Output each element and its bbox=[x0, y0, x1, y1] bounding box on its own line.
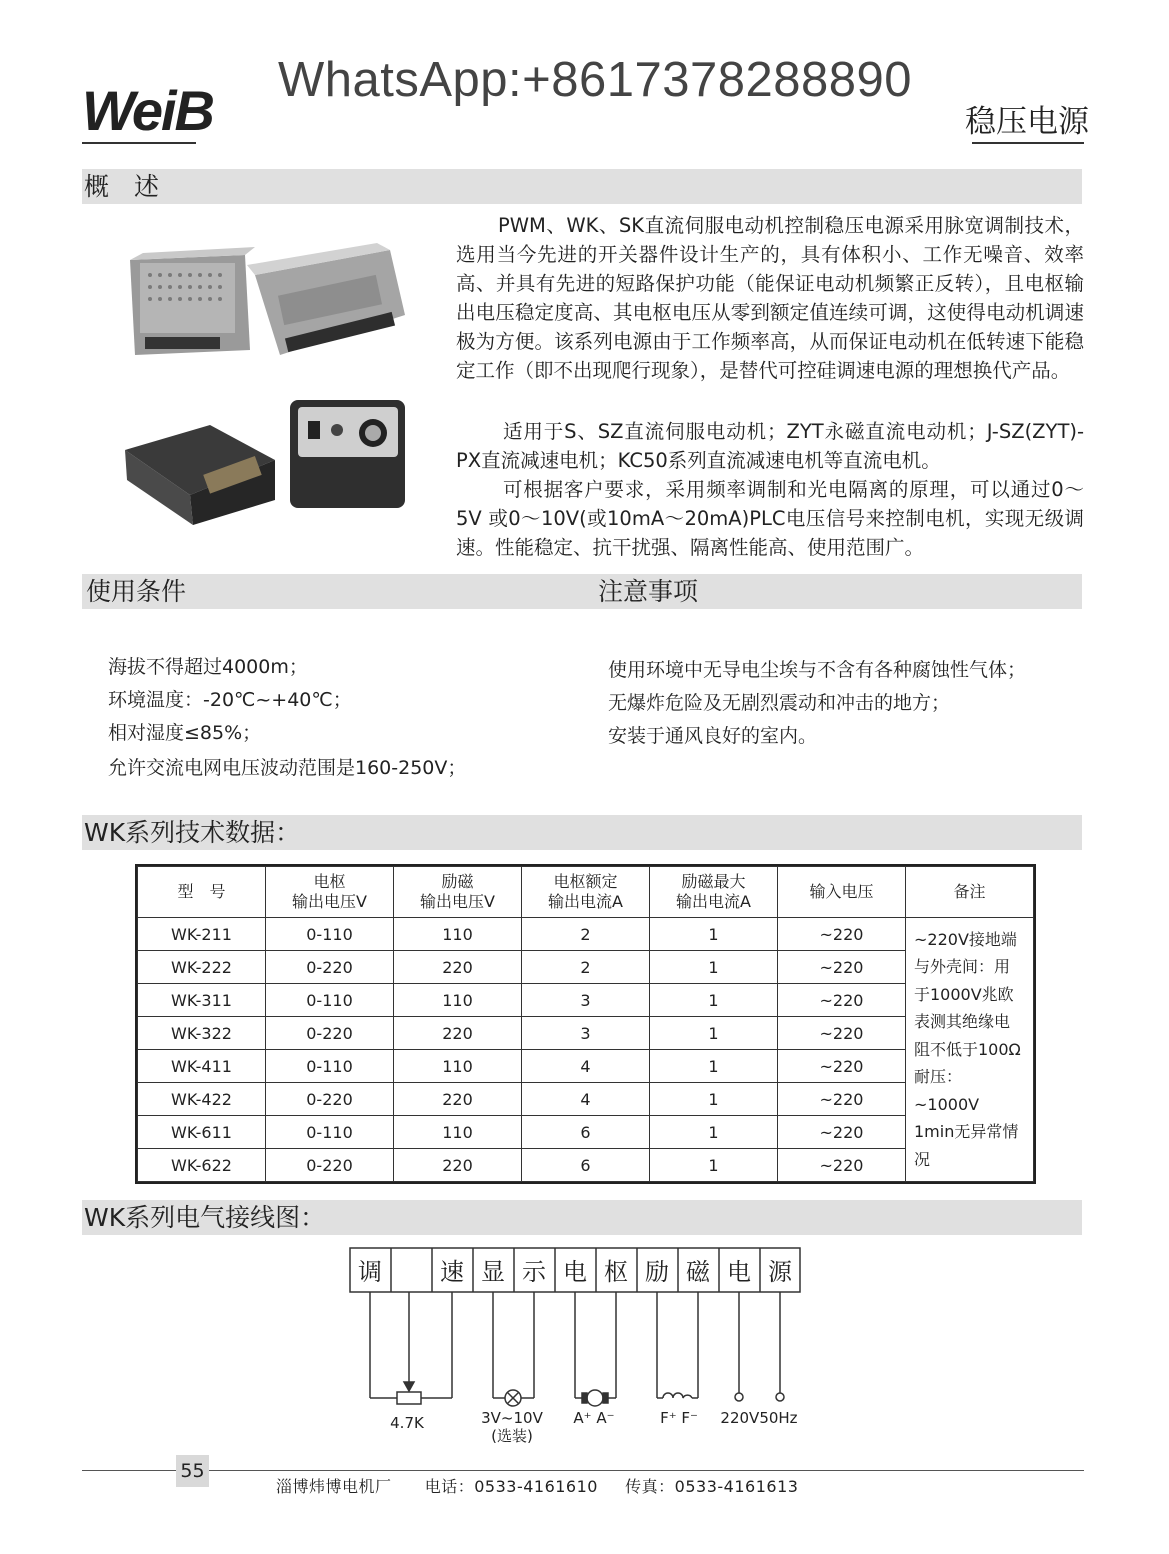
meter-note-label: (选装) bbox=[491, 1427, 533, 1445]
col-header-remark: 备注 bbox=[906, 867, 1034, 918]
cell-field-voltage: 110 bbox=[394, 984, 522, 1017]
cell-model: WK-411 bbox=[138, 1050, 266, 1083]
meter-range-label: 3V~10V bbox=[481, 1409, 543, 1427]
cell-armature-current: 3 bbox=[522, 984, 650, 1017]
col-header-model: 型 号 bbox=[138, 867, 266, 918]
cell-input-voltage: ~220 bbox=[778, 1017, 906, 1050]
cell-model: WK-622 bbox=[138, 1149, 266, 1182]
cell-armature-voltage: 0-220 bbox=[266, 1149, 394, 1182]
remark-line: 于1000V兆欧 bbox=[914, 984, 1014, 1004]
logo-underline bbox=[82, 142, 196, 144]
cell-input-voltage: ~220 bbox=[778, 918, 906, 951]
condition-item: 允许交流电网电压波动范围是160-250V； bbox=[108, 757, 467, 779]
brand-logo: WeiB bbox=[82, 79, 213, 142]
cell-armature-current: 3 bbox=[522, 1017, 650, 1050]
remark-line: 况 bbox=[914, 1149, 931, 1169]
remark-line: 耐压：~1000V bbox=[914, 1067, 980, 1114]
power-label: 220V50Hz bbox=[720, 1409, 798, 1427]
terminal-label: 励 bbox=[645, 1258, 669, 1286]
cell-armature-current: 2 bbox=[522, 918, 650, 951]
cell-model: WK-211 bbox=[138, 918, 266, 951]
spec-heading-bar bbox=[82, 815, 1082, 850]
terminal-label: 枢 bbox=[604, 1258, 628, 1286]
condition-item: 相对湿度≤85%； bbox=[108, 722, 262, 744]
remark-line: 1min无异常情 bbox=[914, 1122, 1019, 1142]
cell-armature-voltage: 0-220 bbox=[266, 951, 394, 984]
cell-model: WK-311 bbox=[138, 984, 266, 1017]
power-terminal-symbol bbox=[735, 1393, 743, 1401]
cell-input-voltage: ~220 bbox=[778, 1149, 906, 1182]
table-row bbox=[138, 918, 1034, 951]
col-header-armature-current: 电枢额定 输出电流A bbox=[522, 867, 650, 918]
fax-number: 0533-4161613 bbox=[674, 1477, 799, 1496]
cell-field-current: 1 bbox=[650, 1116, 778, 1149]
col-header-input-voltage: 输入电压 bbox=[778, 867, 906, 918]
motor-symbol bbox=[587, 1390, 603, 1406]
wiring-heading: WK系列电气接线图： bbox=[84, 1203, 326, 1232]
product-photo-4 bbox=[290, 400, 405, 508]
cell-model: WK-222 bbox=[138, 951, 266, 984]
phone-label: 电话： bbox=[424, 1477, 475, 1496]
col-header-field-voltage: 励磁 输出电压V bbox=[394, 867, 522, 918]
overview-heading-bar bbox=[82, 169, 1082, 204]
page-number: 55 bbox=[176, 1455, 209, 1487]
table-row bbox=[138, 951, 1034, 984]
cell-field-voltage: 110 bbox=[394, 1116, 522, 1149]
overview-paragraph-1: PWM、WK、SK直流伺服电动机控制稳压电源采用脉宽调制技术，选用当今先进的开关器件设计生产的，具有体积小、工作无噪音、效率高、并具有先进的短路保护功能（能保证电动机频繁正反转），且电枢输出电压稳定度高、其电枢电压从零到额定值连续可调，这使得电动机调速极为方便。该系列电源由于工作频率高，从而保证电动机在低转速下能稳定工作（即不出现爬行现象），是替代可控硅调速电源的理想换代产品。 bbox=[456, 214, 1084, 382]
cell-field-current: 1 bbox=[650, 1083, 778, 1116]
cell-field-current: 1 bbox=[650, 1017, 778, 1050]
remark-line: 阻不低于100Ω bbox=[914, 1039, 1021, 1059]
table-row bbox=[138, 984, 1034, 1017]
cell-armature-voltage: 0-220 bbox=[266, 1083, 394, 1116]
cell-field-current: 1 bbox=[650, 984, 778, 1017]
cell-armature-voltage: 0-110 bbox=[266, 1116, 394, 1149]
cell-field-voltage: 110 bbox=[394, 918, 522, 951]
fax-label: 传真： bbox=[625, 1477, 675, 1496]
terminal-label: 调 bbox=[358, 1258, 382, 1286]
cell-model: WK-611 bbox=[138, 1116, 266, 1149]
cell-field-voltage: 220 bbox=[394, 1149, 522, 1182]
watermark: WhatsApp:+8617378288890 bbox=[278, 53, 913, 107]
conditions-notes-bar bbox=[82, 574, 1082, 609]
terminal-label: 速 bbox=[440, 1258, 464, 1286]
spec-table-frame bbox=[135, 864, 1036, 1184]
note-item: 安装于通风良好的室内。 bbox=[608, 725, 818, 747]
product-photo-1 bbox=[130, 247, 255, 355]
remark-cell bbox=[906, 918, 1034, 1182]
terminal-label: 显 bbox=[481, 1258, 505, 1286]
cell-armature-voltage: 0-110 bbox=[266, 1050, 394, 1083]
terminal-label: 电 bbox=[727, 1258, 751, 1286]
phone-number: 0533-4161610 bbox=[474, 1477, 598, 1496]
overview-paragraph-2: 适用于S、SZ直流伺服电动机；ZYT永磁直流电动机；J-SZ(ZYT)-PX直流减速电机；KC50系列直流减速电机等直流电机。 bbox=[456, 420, 1084, 472]
cell-field-current: 1 bbox=[650, 918, 778, 951]
notes-heading: 注意事项 bbox=[598, 577, 699, 606]
cell-model: WK-422 bbox=[138, 1083, 266, 1116]
spec-heading: WK系列技术数据： bbox=[84, 818, 301, 847]
remark-line: 与外壳间：用 bbox=[914, 957, 1011, 977]
cell-field-current: 1 bbox=[650, 1149, 778, 1182]
overview-paragraph-3: 可根据客户要求，采用频率调制和光电隔离的原理，可以通过0～5V 或0～10V(或10mA～20mA)PLC电压信号来控制电机，实现无级调速。性能稳定、抗干扰强、隔离性能高、使用范围广。 bbox=[456, 478, 1084, 559]
cell-field-voltage: 110 bbox=[394, 1050, 522, 1083]
cell-armature-current: 6 bbox=[522, 1116, 650, 1149]
table-row bbox=[138, 1017, 1034, 1050]
product-photo-2 bbox=[247, 243, 405, 355]
product-photo-3 bbox=[125, 425, 275, 525]
conditions-heading: 使用条件 bbox=[86, 577, 187, 606]
table-row bbox=[138, 1083, 1034, 1116]
field-label: F⁺ F⁻ bbox=[660, 1409, 698, 1427]
product-photos bbox=[115, 225, 425, 525]
remark-line: ~220V接地端 bbox=[914, 929, 1017, 949]
wiring-diagram bbox=[340, 1240, 820, 1450]
cell-field-voltage: 220 bbox=[394, 1017, 522, 1050]
potentiometer-symbol bbox=[397, 1392, 421, 1404]
power-terminal-symbol bbox=[776, 1393, 784, 1401]
cell-armature-current: 4 bbox=[522, 1050, 650, 1083]
note-item: 无爆炸危险及无剧烈震动和冲击的地方； bbox=[608, 692, 951, 714]
cell-model: WK-322 bbox=[138, 1017, 266, 1050]
table-row bbox=[138, 1050, 1034, 1083]
condition-item: 海拔不得超过4000m； bbox=[108, 656, 308, 678]
cell-input-voltage: ~220 bbox=[778, 1050, 906, 1083]
footer-contact bbox=[276, 1474, 798, 1497]
col-header-field-current: 励磁最大 输出电流A bbox=[650, 867, 778, 918]
company-name: 淄博炜博电机厂 bbox=[276, 1477, 392, 1496]
cell-armature-voltage: 0-220 bbox=[266, 1017, 394, 1050]
cell-armature-voltage: 0-110 bbox=[266, 918, 394, 951]
pot-value-label: 4.7K bbox=[390, 1414, 424, 1432]
table-row bbox=[138, 1149, 1034, 1182]
remark-line: 表测其绝缘电 bbox=[914, 1012, 1011, 1032]
table-header-row bbox=[138, 867, 1034, 918]
cell-input-voltage: ~220 bbox=[778, 1116, 906, 1149]
footer-divider bbox=[82, 1470, 1084, 1471]
cell-input-voltage: ~220 bbox=[778, 984, 906, 1017]
terminal-label: 磁 bbox=[686, 1258, 710, 1286]
cell-field-current: 1 bbox=[650, 1050, 778, 1083]
cell-armature-voltage: 0-110 bbox=[266, 984, 394, 1017]
spec-table bbox=[137, 866, 1034, 1182]
terminal-label: 源 bbox=[768, 1258, 792, 1286]
table-row bbox=[138, 1116, 1034, 1149]
overview-heading: 概 述 bbox=[84, 172, 160, 201]
wiring-heading-bar bbox=[82, 1200, 1082, 1235]
cell-armature-current: 4 bbox=[522, 1083, 650, 1116]
col-header-armature-voltage: 电枢 输出电压V bbox=[266, 867, 394, 918]
title-underline bbox=[972, 142, 1084, 144]
note-item: 使用环境中无导电尘埃与不含有各种腐蚀性气体； bbox=[608, 659, 1027, 681]
field-coil-symbol bbox=[663, 1393, 692, 1398]
cell-armature-current: 6 bbox=[522, 1149, 650, 1182]
terminal-label: 示 bbox=[522, 1258, 546, 1286]
armature-label: A⁺ A⁻ bbox=[573, 1409, 615, 1427]
cell-field-voltage: 220 bbox=[394, 1083, 522, 1116]
cell-field-voltage: 220 bbox=[394, 951, 522, 984]
condition-item: 环境温度：-20℃~+40℃； bbox=[108, 689, 352, 711]
terminal-label: 电 bbox=[563, 1258, 587, 1286]
cell-input-voltage: ~220 bbox=[778, 1083, 906, 1116]
cell-input-voltage: ~220 bbox=[778, 951, 906, 984]
cell-armature-current: 2 bbox=[522, 951, 650, 984]
cell-field-current: 1 bbox=[650, 951, 778, 984]
page-title: 稳压电源 bbox=[965, 104, 1089, 140]
